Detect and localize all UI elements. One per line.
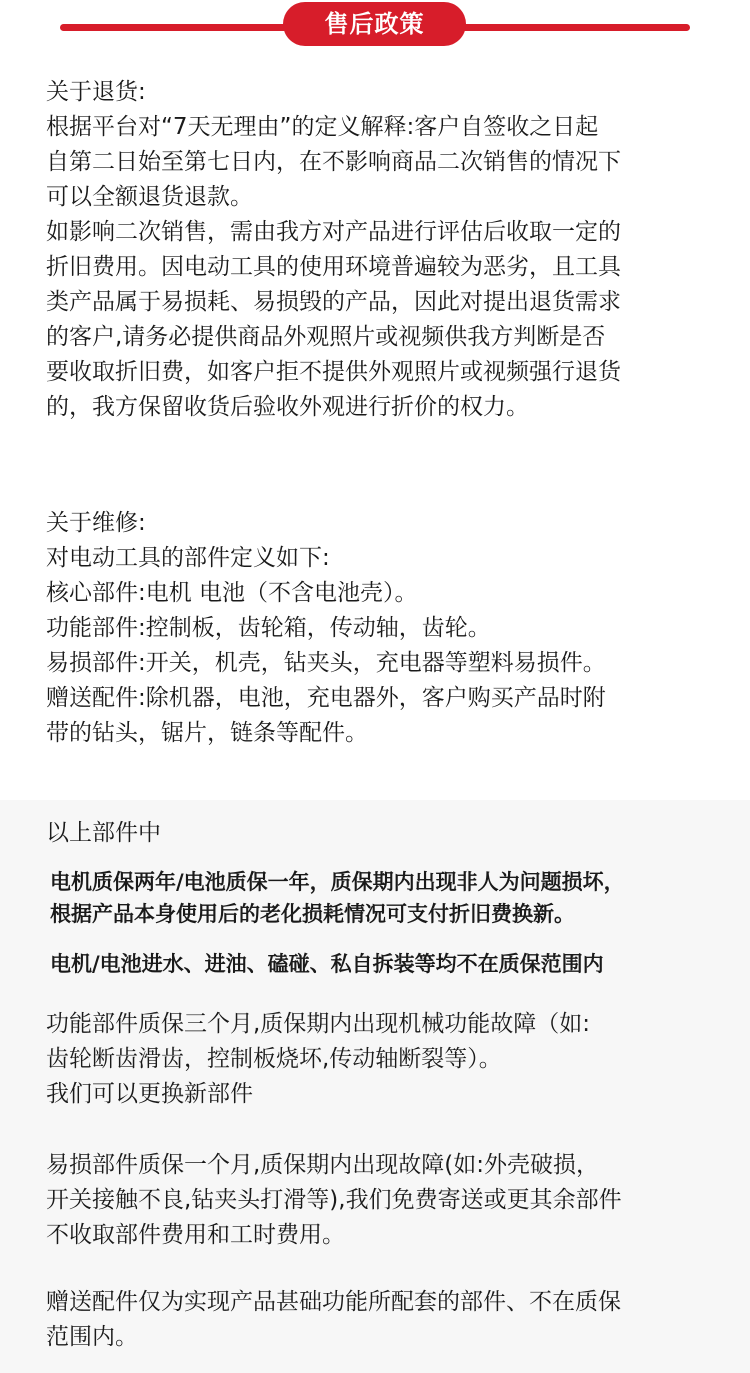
repairs-line: 功能部件:控制板，齿轮箱，传动轴，齿轮。: [46, 615, 491, 641]
repairs-line: 核心部件:电机 电池（不含电池壳）。: [46, 580, 418, 606]
repairs-line: 赠送配件:除机器，电池，充电器外，客户购买产品时附: [46, 685, 606, 711]
returns-line: 的，我方保留收货后验收外观进行折价的权力。: [46, 394, 529, 420]
returns-line: 要收取折旧费，如客户拒不提供外观照片或视频强行退货: [46, 359, 621, 385]
returns-line: 根据平台对“7天无理由”的定义解释:客户自签收之日起: [46, 114, 599, 140]
gifts-line: 范围内。: [46, 1324, 138, 1350]
wearable-warranty: [46, 1148, 720, 1253]
returns-line: 自第二日始至第七日内，在不影响商品二次销售的情况下: [46, 149, 621, 175]
page-title: 售后政策: [283, 2, 466, 46]
wearable-line: 开关接触不良,钻夹头打滑等),我们免费寄送或更其余部件: [46, 1187, 622, 1213]
returns-line: 类产品属于易损耗、易损毁的产品，因此对提出退货需求: [46, 289, 621, 315]
repairs-section: [46, 506, 720, 751]
warranty-intro: [46, 816, 720, 851]
gifts-warranty: [46, 1285, 720, 1355]
exclusion-line: 电机/电池进水、进油、磕碰、私自拆装等均不在质保范围内: [50, 952, 604, 976]
returns-section: [46, 75, 720, 425]
returns-line: 的客户,请务必提供商品外观照片或视频供我方判断是否: [46, 324, 606, 350]
repairs-line: 带的钻头，锯片，链条等配件。: [46, 720, 368, 746]
warranty-intro-text: 以上部件中: [46, 820, 161, 846]
section-header: [0, 0, 750, 60]
functional-line: 我们可以更换新部件: [46, 1081, 253, 1107]
core-warranty-line: 根据产品本身使用后的老化损耗情况可支付折旧费换新。: [50, 902, 575, 926]
functional-warranty: [46, 1007, 720, 1112]
functional-line: 齿轮断齿滑齿，控制板烧坏,传动轴断裂等）。: [46, 1046, 502, 1072]
core-warranty: [50, 866, 720, 930]
wearable-line: 不收取部件费用和工时费用。: [46, 1222, 345, 1248]
functional-line: 功能部件质保三个月,质保期内出现机械功能故障（如:: [46, 1011, 591, 1037]
core-warranty-line: 电机质保两年/电池质保一年，质保期内出现非人为问题损坏，: [50, 870, 625, 894]
repairs-line: 易损部件:开关，机壳，钻夹头，充电器等塑料易损件。: [46, 650, 606, 676]
returns-line: 折旧费用。因电动工具的使用环境普遍较为恶劣，且工具: [46, 254, 621, 280]
core-warranty-exclusion: [50, 948, 720, 980]
wearable-line: 易损部件质保一个月,质保期内出现故障(如:外壳破损，: [46, 1152, 600, 1178]
repairs-line: 对电动工具的部件定义如下:: [46, 545, 330, 571]
returns-line: 如影响二次销售，需由我方对产品进行评估后收取一定的: [46, 219, 621, 245]
returns-heading: 关于退货:: [46, 79, 146, 105]
gifts-line: 赠送配件仅为实现产品甚础功能所配套的部件、不在质保: [46, 1289, 621, 1315]
repairs-heading: 关于维修:: [46, 510, 146, 536]
returns-line: 可以全额退货退款。: [46, 184, 253, 210]
